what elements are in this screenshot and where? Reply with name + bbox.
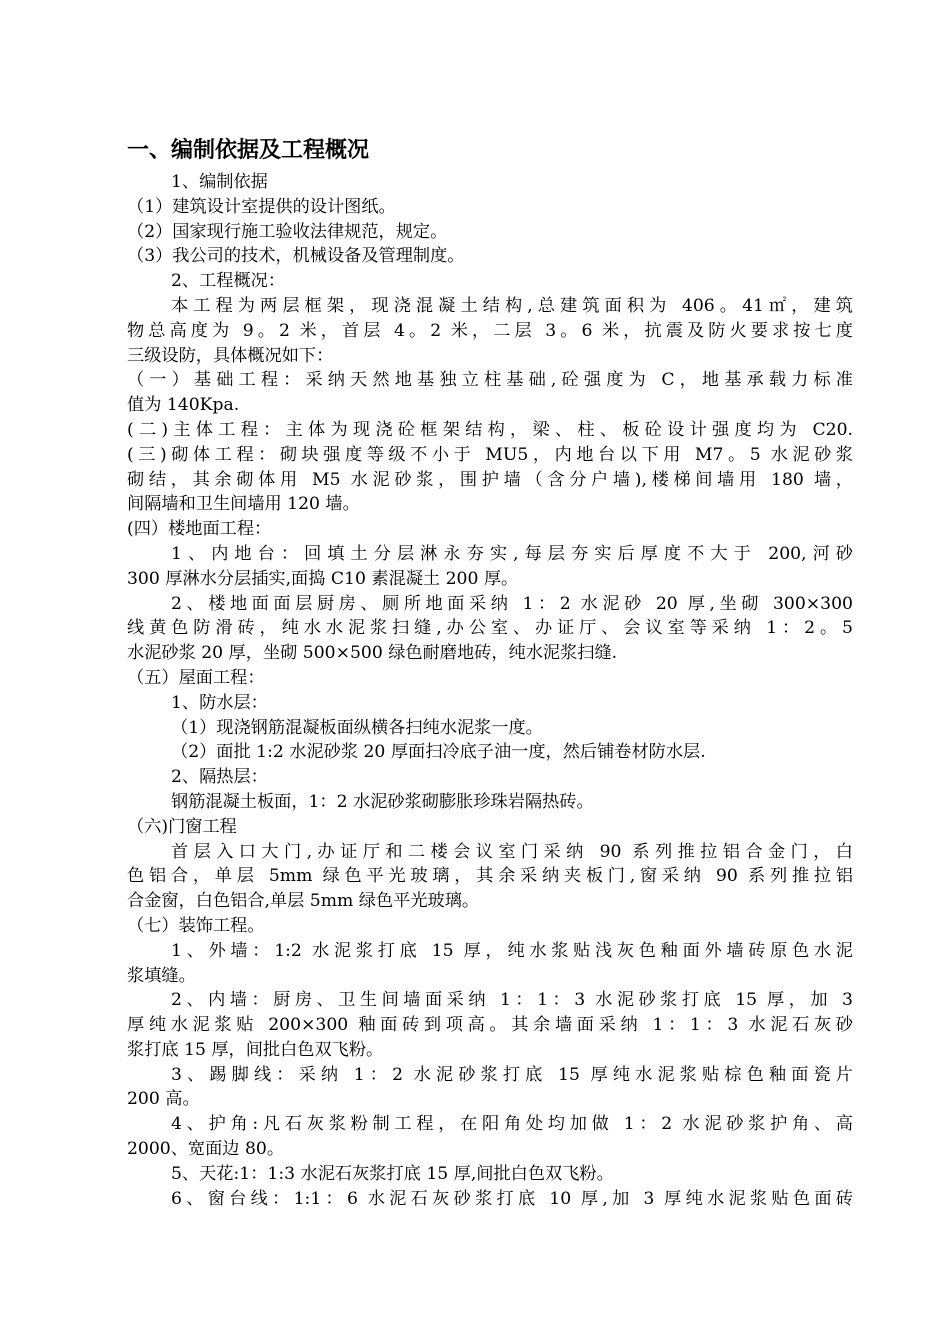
text-line: 三级设防，具体概况如下： bbox=[127, 345, 334, 366]
text-line: 钢筋混凝土板面，1：2 水泥砂浆砌膨胀珍珠岩隔热砖。 bbox=[171, 791, 594, 812]
text-line: 2、内墙：厨房、卫生间墙面采纳 1：1：3 水泥砂浆打底 15 厚，加 3 bbox=[171, 990, 853, 1011]
text-line: （3）我公司的技术，机械设备及管理制度。 bbox=[127, 246, 465, 267]
text-line: 本工程为两层框架，现浇混凝土结构,总建筑面积为 406。41㎡，建筑 bbox=[171, 295, 853, 316]
text-line: 物总高度为 9。2 米，首层 4。2 米，二层 3。6 米，抗震及防火要求按七度 bbox=[127, 320, 853, 341]
text-line: 6、窗台线：1:1：6 水泥石灰砂浆打底 10 厚,加 3 厚纯水泥浆贴色面砖 bbox=[171, 1188, 853, 1209]
text-line: 合金窗，白色铝合,单层 5mm 绿色平光玻璃。 bbox=[127, 891, 480, 912]
text-line: 1、编制依据 bbox=[171, 172, 268, 192]
text-line: 值为 140Kpa. bbox=[127, 395, 240, 416]
section-heading: 一、编制依据及工程概况 bbox=[127, 138, 370, 163]
text-line: 1、防水层： bbox=[171, 692, 268, 713]
text-line: 3、踢脚线：采纳 1：2 水泥砂浆打底 15 厚纯水泥浆贴棕色釉面瓷片 bbox=[171, 1064, 853, 1085]
text-line: 砌结，其余砌体用 M5 水泥砂浆，围护墙（含分户墙),楼梯间墙用 180 墙， bbox=[127, 469, 853, 490]
text-line: 首层入口大门,办证厅和二楼会议室门采纳 90 系列推拉铝合金门，白 bbox=[171, 841, 853, 862]
text-line: (三)砌体工程：砌块强度等级不小于 MU5，内地台以下用 M7。5 水泥砂浆 bbox=[127, 444, 853, 465]
text-line: 厚纯水泥浆贴 200×300 釉面砖到项高。其余墙面采纳 1：1：3 水泥石灰砂 bbox=[127, 1015, 853, 1036]
text-line: 4、护角:凡石灰浆粉制工程，在阳角处均加做 1：2 水泥砂浆护角、高 bbox=[171, 1114, 853, 1135]
text-line: （七）装饰工程。 bbox=[127, 915, 265, 936]
text-line: (四）楼地面工程： bbox=[127, 519, 272, 540]
text-line: 浆填缝。 bbox=[127, 965, 196, 986]
text-line: （2）面批 1:2 水泥砂浆 20 厚面扫冷底子油一度，然后铺卷材防水层. bbox=[171, 742, 706, 763]
body-text bbox=[127, 170, 853, 1211]
text-line: 5、天花:1：1:3 水泥石灰浆打底 15 厚,间批白色双飞粉。 bbox=[171, 1163, 614, 1184]
text-line: 2000、宽面边 80。 bbox=[127, 1139, 285, 1160]
text-line: 浆打底 15 厚，间批白色双飞粉。 bbox=[127, 1039, 384, 1060]
text-line: 200 高。 bbox=[127, 1089, 200, 1110]
text-line: 1、外墙：1:2 水泥浆打底 15 厚，纯水浆贴浅灰色釉面外墙砖原色水泥 bbox=[171, 940, 853, 961]
text-line: 间隔墙和卫生间墙用 120 墙。 bbox=[127, 494, 360, 515]
text-line: 色铝合，单层 5mm 绿色平光玻璃，其余采纳夹板门,窗采纳 90 系列推拉铝 bbox=[127, 866, 853, 887]
text-line: （2）国家现行施工验收法律规范，规定。 bbox=[127, 221, 448, 242]
text-line: 1、内地台：回填土分层淋永夯实,每层夯实后厚度不大于 200,河砂 bbox=[171, 543, 853, 564]
text-line: （六)门窗工程 bbox=[127, 816, 237, 837]
text-line: 2、隔热层： bbox=[171, 767, 268, 788]
text-line: (二)主体工程：主体为现浇砼框架结构，梁、柱、板砼设计强度均为 C20. bbox=[127, 419, 853, 440]
text-line: 线黄色防滑砖，纯水水泥浆扫缝,办公室、办证厅、会议室等采纳 1：2。5 bbox=[127, 618, 853, 639]
text-line: 2、楼地面面层厨房、厕所地面采纳 1：2 水泥砂 20 厚,坐砌 300×300 bbox=[171, 593, 853, 614]
text-line: （1）现浇钢筋混凝板面纵横各扫纯水泥浆一度。 bbox=[171, 717, 543, 738]
text-line: 水泥砂浆 20 厚，坐砌 500×500 绿色耐磨地砖，纯水泥浆扫缝. bbox=[127, 643, 618, 664]
text-line: （五）屋面工程： bbox=[127, 667, 265, 688]
text-line: 300 厚淋水分层插实,面捣 C10 素混凝土 200 厚。 bbox=[127, 568, 519, 589]
text-line: 2、工程概况： bbox=[171, 271, 286, 292]
text-line: （一）基础工程：采纳天然地基独立柱基础,砼强度为 C，地基承载力标准 bbox=[127, 370, 853, 391]
text-line: （1）建筑设计室提供的设计图纸。 bbox=[127, 196, 396, 217]
